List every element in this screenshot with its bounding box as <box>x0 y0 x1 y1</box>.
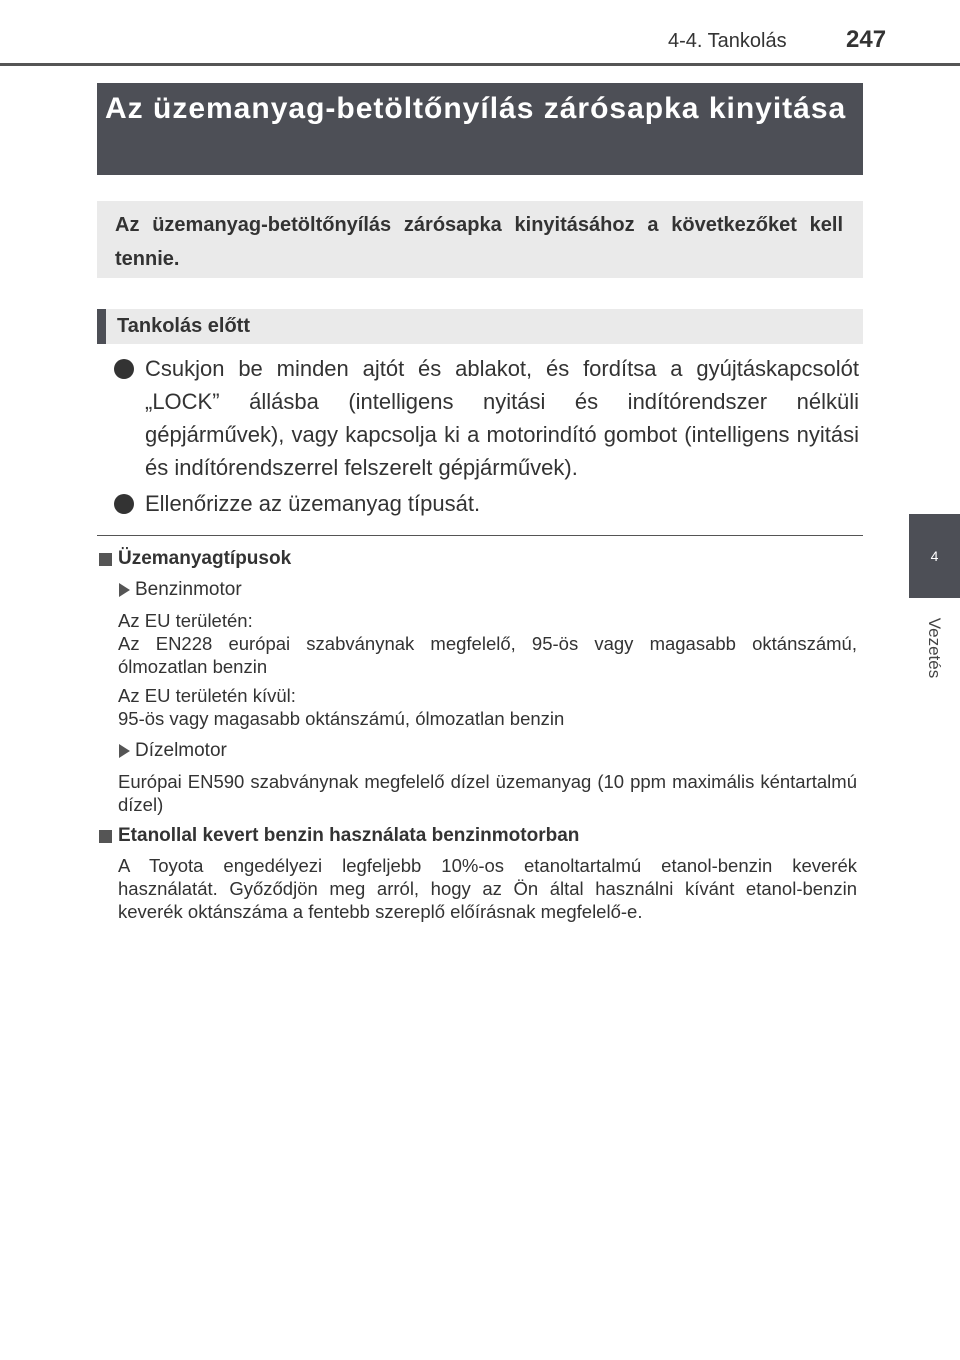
bullet-text: Csukjon be minden ajtót és ablakot, és fordítsa a gyújtáskapcsolót „LOCK” állásba (intelligens nyitási és indítórendszer nélküli gépjárművek), vagy kapcsolja ki a motorindító gombot (intelligens nyitási és indítórendszerrel felszerelt gépjárművek). <box>145 356 859 480</box>
square-bullet-icon <box>99 830 112 843</box>
bullet-text: Ellenőrizze az üzemanyag típusát. <box>145 491 481 516</box>
header-divider <box>0 63 960 66</box>
page-title: Az üzemanyag-betöltőnyílás zárósapka kinyitása <box>97 83 863 175</box>
petrol-eu-outside <box>118 684 857 730</box>
petrol-heading-text: Benzinmotor <box>135 579 242 600</box>
chapter-tab-label: Vezetés <box>925 617 944 679</box>
ethanol-heading <box>97 822 857 850</box>
notes-section <box>97 545 857 929</box>
intro-box: Az üzemanyag-betöltőnyílás zárósapka kinyitásához a következőket kell tennie. <box>97 201 863 278</box>
bullet-dot-icon <box>114 359 134 379</box>
fuel-types-heading-text: Üzemanyagtípusok <box>118 548 292 569</box>
bullet-item <box>113 487 859 520</box>
bullet-dot-icon <box>114 494 134 514</box>
diesel-text: Európai EN590 szabványnak megfelelő dízel üzemanyag (10 ppm maximális kéntartalmú dízel) <box>118 771 857 815</box>
bullet-item <box>113 352 859 484</box>
diesel-heading-text: Dízelmotor <box>135 740 227 761</box>
square-bullet-icon <box>99 553 112 566</box>
petrol-eu-outside-text: 95-ös vagy magasabb oktánszámú, ólmozatlan benzin <box>118 708 565 729</box>
section-divider <box>97 535 863 536</box>
petrol-eu-outside-title: Az EU területén kívül: <box>118 685 296 706</box>
petrol-heading <box>119 575 857 605</box>
fuel-types-heading <box>97 545 857 573</box>
subheading-bar: Tankolás előtt <box>97 309 863 344</box>
section-header: 4-4. Tankolás <box>668 30 787 52</box>
triangle-bullet-icon <box>119 583 130 597</box>
page-number: 247 <box>846 26 887 53</box>
bullet-list <box>113 352 859 523</box>
triangle-bullet-icon <box>119 744 130 758</box>
chapter-tab-number: 4 <box>930 548 939 564</box>
petrol-eu-inside <box>118 609 857 678</box>
petrol-eu-inside-text: Az EN228 európai szabványnak megfelelő, 95-ös vagy magasabb oktánszámú, ólmozatlan benzin <box>118 633 857 677</box>
chapter-tab <box>909 514 960 598</box>
petrol-eu-inside-title: Az EU területén: <box>118 610 253 631</box>
ethanol-heading-text: Etanollal kevert benzin használata benzinmotorban <box>118 825 580 846</box>
diesel-heading <box>119 736 857 766</box>
ethanol-text: A Toyota engedélyezi legfeljebb 10%-os etanoltartalmú etanol-benzin keverék használatát. Győződjön meg arról, hogy az Ön által használni kívánt etanol-benzin keverék oktánszáma a fentebb szereplő előírásnak megfelelő-e. <box>118 855 857 922</box>
